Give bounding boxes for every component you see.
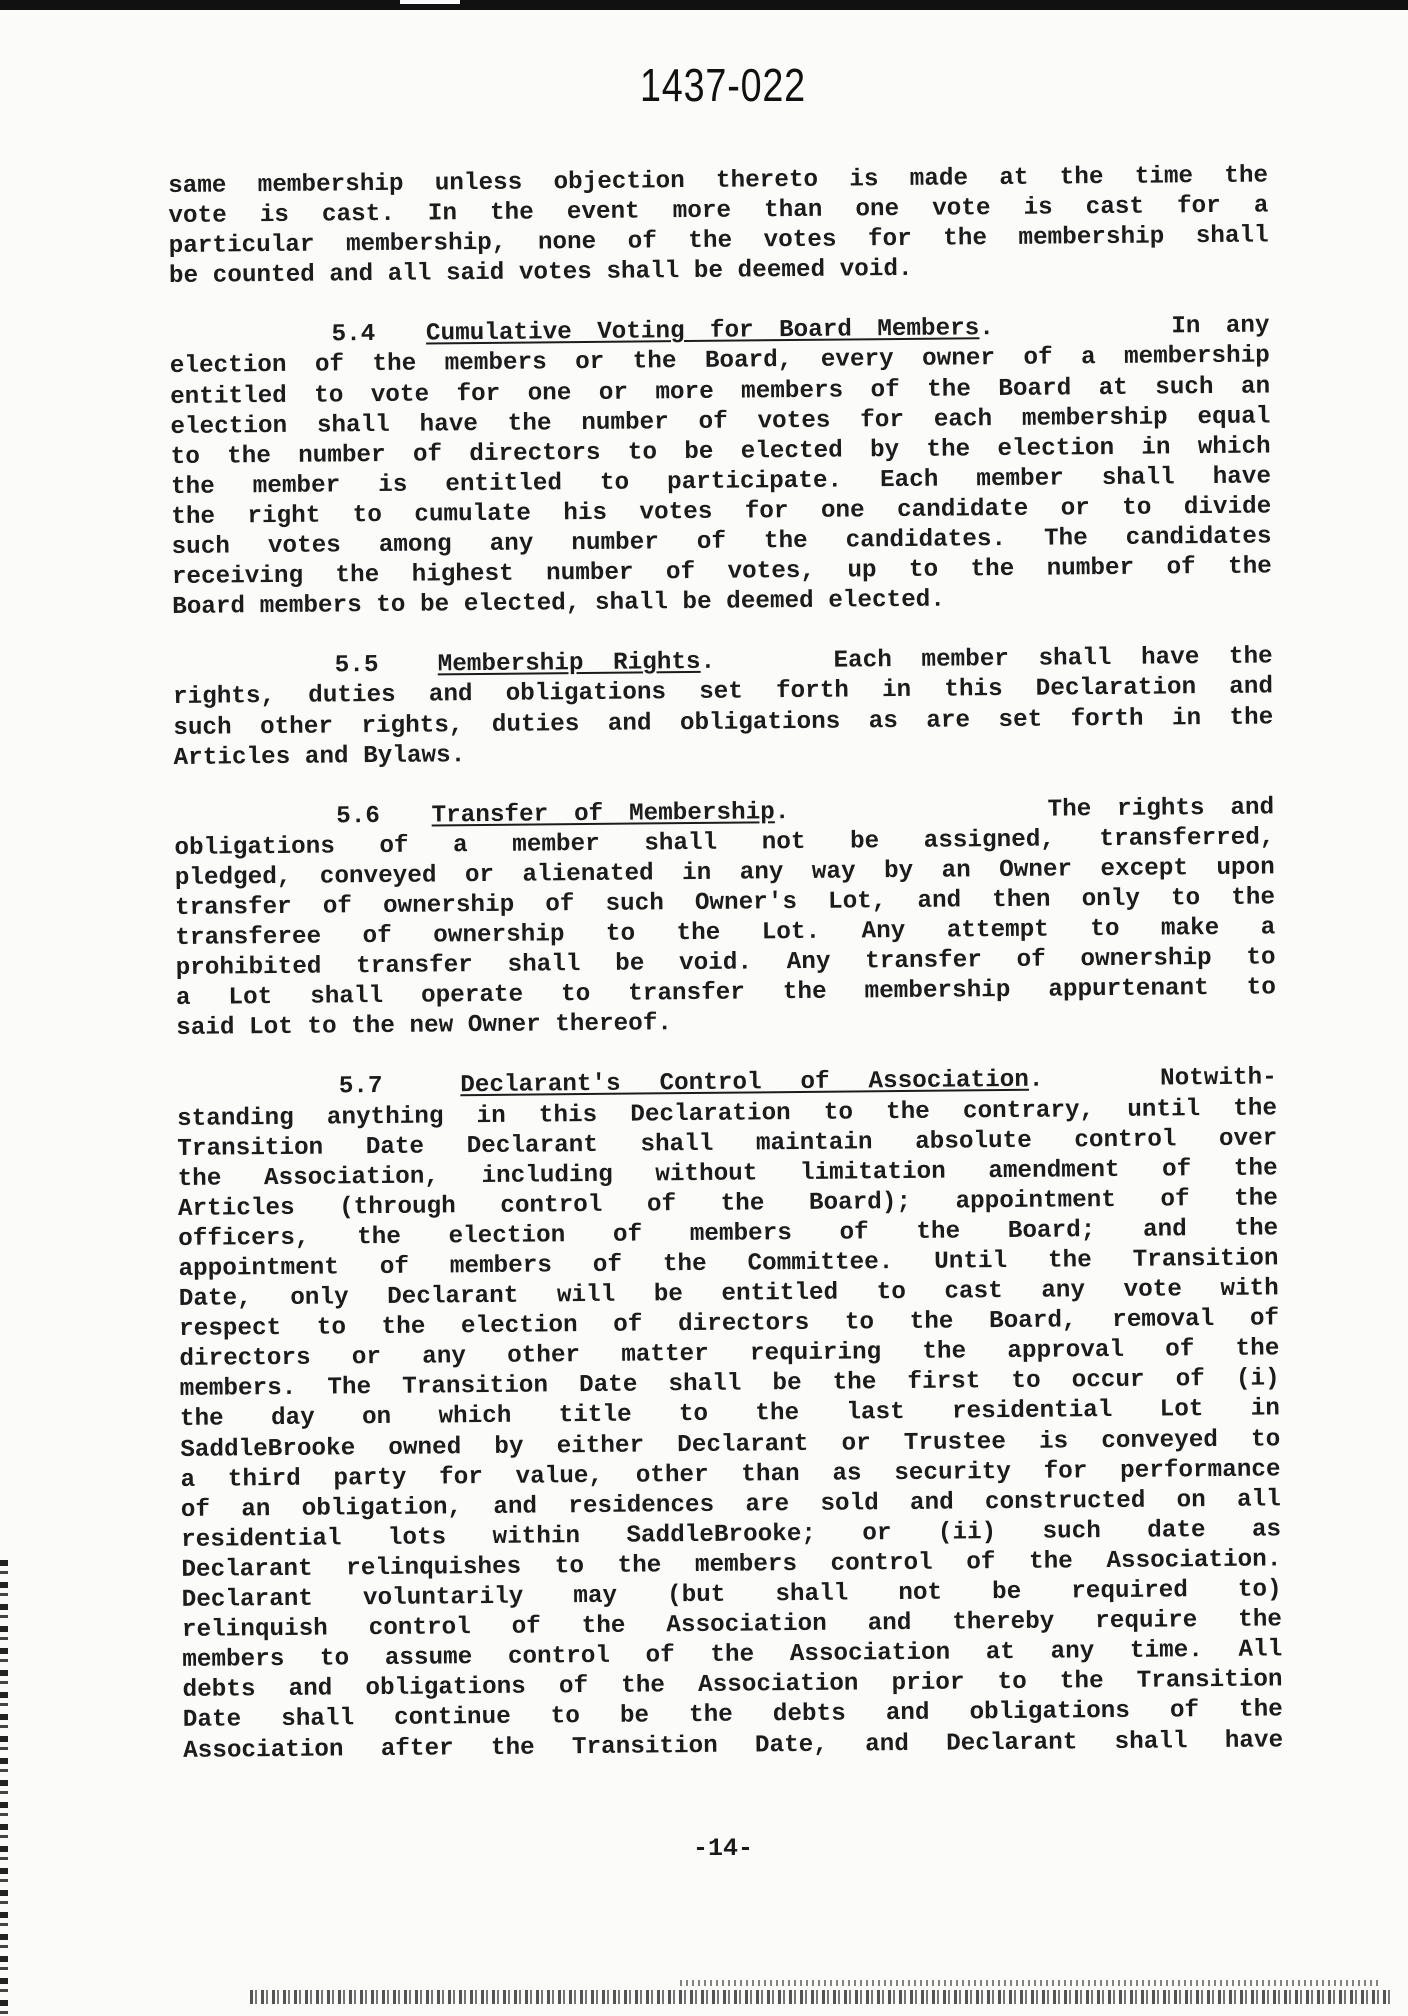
text-line: directors or any other matter requiring the approval of the: [179, 1335, 1280, 1374]
text-line: standing anything in this Declaration to the contrary, until the: [176, 1094, 1278, 1133]
text-line: same membership unless objection thereto is made at the time the: [168, 162, 1269, 200]
section-heading-line: 5.7 Declarant's Control of Association. Notwith-: [338, 1064, 1277, 1101]
text-line: members to assume control of the Association at any time. All: [182, 1636, 1283, 1675]
document-body: [168, 161, 1283, 1766]
document-number: 1437-022: [640, 59, 806, 111]
section-first-line-text: In any: [1171, 312, 1270, 341]
section-title: Membership Rights: [437, 649, 701, 679]
text-line: the member is entitled to participate. Each member shall have: [170, 463, 1272, 501]
text-line: Association after the Transition Date, and Declarant shall have: [183, 1726, 1284, 1765]
text-line: transfer of ownership of such Owner's Lot, and then only to the: [174, 884, 1276, 922]
section-5-5: [173, 643, 1274, 774]
text-line: transferee of ownership to the Lot. Any attempt to make a: [175, 914, 1276, 953]
text-line: Articles and Bylaws.: [173, 741, 466, 772]
text-line: of an obligation, and residences are sold and constructed on all: [180, 1486, 1281, 1524]
text-line: members. The Transition Date shall be the first to occur of (i): [179, 1365, 1280, 1404]
scan-top-edge: [0, 0, 1408, 10]
section-first-line-text: Each member shall have the: [833, 643, 1273, 675]
section-5-4: [169, 312, 1272, 623]
text-line: receiving the highest number of votes, up to the number of the: [171, 553, 1272, 592]
text-line: said Lot to the new Owner thereof.: [176, 1010, 673, 1043]
text-line: pledged, conveyed or alienated in any way by an Owner except upon: [174, 854, 1275, 892]
page-number: -14-: [693, 1834, 754, 1863]
text-line: to the number of directors to be elected by the election in which: [170, 433, 1271, 471]
text-line: residential lots within SaddleBrooke; or (ii) such date as: [181, 1516, 1282, 1554]
section-heading-line: 5.4 Cumulative Voting for Board Members. In any: [331, 312, 1270, 349]
section-title: Declarant's Control of Association: [460, 1067, 1030, 1100]
text-line: such other rights, duties and obligations as are set forth in the: [173, 703, 1274, 742]
text-line: the day on which title to the last residential Lot in: [179, 1395, 1281, 1434]
text-line: prohibited transfer shall be void. Any transfer of ownership to: [175, 944, 1276, 983]
text-line: election shall have the number of votes for each membership equal: [170, 403, 1271, 441]
text-line: Declarant relinquishes to the members control of the Association.: [181, 1546, 1282, 1584]
text-line: Declarant voluntarily may (but shall not be required to): [181, 1576, 1282, 1614]
text-line: Board members to be elected, shall be deemed elected.: [172, 586, 946, 622]
text-line: rights, duties and obligations set forth in this Declaration and: [172, 673, 1274, 712]
section-first-line-text: Notwith-: [1159, 1064, 1277, 1093]
text-line: the right to cumulate his votes for one candidate or to divide: [171, 493, 1272, 531]
text-line: Date, only Declarant will be entitled to cast any vote with: [178, 1275, 1279, 1314]
text-line: election of the members or the Board, every owner of a membership: [169, 342, 1270, 381]
text-line: SaddleBrooke owned by either Declarant or Trustee is conveyed to: [180, 1425, 1281, 1464]
section-number: 5.7: [338, 1073, 383, 1101]
text-line: respect to the election of directors to the Board, removal of: [178, 1305, 1280, 1344]
scan-bottom-edge-noise: [680, 1980, 1380, 1986]
text-line: Date shall continue to be the debts and obligations of the: [182, 1696, 1283, 1735]
text-line: officers, the election of members of the Board; and the: [178, 1215, 1279, 1253]
text-line: debts and obligations of the Association prior to the Transition: [182, 1666, 1283, 1705]
section-5-6: [174, 793, 1276, 1044]
section-number: 5.6: [336, 802, 381, 831]
text-line: Transition Date Declarant shall maintain absolute control over: [177, 1125, 1278, 1163]
text-line: such votes among any number of the candidates. The candidates: [171, 523, 1272, 562]
section-5-7: [177, 1064, 1284, 1767]
section-title: Cumulative Voting for Board Members: [425, 315, 980, 348]
text-line: entitled to vote for one or more members of the Board at such an: [170, 372, 1271, 411]
section-number: 5.5: [334, 652, 379, 680]
text-line: be counted and all said votes shall be deemed void.: [168, 256, 913, 291]
scan-bottom-edge: [250, 1990, 1390, 2004]
text-line: a third party for value, other than as security for performance: [180, 1456, 1281, 1494]
text-line: relinquish control of the Association and thereby require the: [181, 1606, 1283, 1645]
text-line: particular membership, none of the votes for the membership shall: [168, 222, 1269, 261]
section-title: Transfer of Membership: [431, 798, 775, 830]
section-number: 5.4: [331, 321, 376, 349]
section-first-line-text: The rights and: [1047, 794, 1275, 824]
text-line: Articles (through control of the Board); appointment of the: [177, 1185, 1279, 1223]
section-heading-line: 5.5 Membership Rights. Each member shall have the: [334, 643, 1273, 680]
text-line: obligations of a member shall not be assigned, transferred,: [174, 824, 1275, 862]
text-line: a Lot shall operate to transfer the membership appurtenant to: [175, 974, 1277, 1013]
intro-paragraph: [168, 161, 1269, 292]
text-line: the Association, including without limitation amendment of the: [177, 1155, 1278, 1193]
section-heading-line: 5.6 Transfer of Membership. The rights and: [336, 794, 1275, 831]
text-line: appointment of members of the Committee. Until the Transition: [178, 1245, 1279, 1283]
scan-left-edge: [0, 1560, 8, 2016]
text-line: vote is cast. In the event more than one vote is cast for a: [168, 192, 1269, 231]
